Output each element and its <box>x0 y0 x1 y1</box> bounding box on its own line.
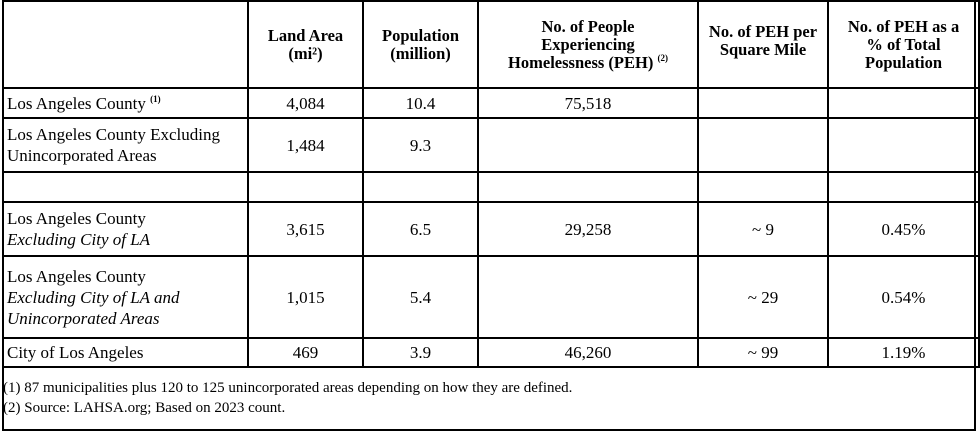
table-row <box>3 256 979 338</box>
cell-per-sq-mile: ~ 29 <box>698 256 828 338</box>
cell-land-area: 1,484 <box>248 118 363 172</box>
row-label: City of Los Angeles <box>3 338 248 367</box>
cell-land-area: 4,084 <box>248 88 363 118</box>
cell-per-sq-mile: ~ 9 <box>698 202 828 256</box>
cell-peh: 75,518 <box>478 88 698 118</box>
cell-peh <box>478 118 698 172</box>
table-row <box>3 118 979 172</box>
footnotes <box>3 378 572 418</box>
cell-pct: 0.54% <box>828 256 979 338</box>
cell-population: 9.3 <box>363 118 478 172</box>
header-peh-pct: No. of PEH as a % of Total Population <box>828 1 979 88</box>
cell-peh: 29,258 <box>478 202 698 256</box>
table-row <box>3 202 979 256</box>
cell-population: 10.4 <box>363 88 478 118</box>
cell-pct: 1.19% <box>828 338 979 367</box>
header-row <box>3 1 979 88</box>
header-land-area: Land Area (mi²) <box>248 1 363 88</box>
header-peh-per-sq-mile: No. of PEH per Square Mile <box>698 1 828 88</box>
row-label: Los Angeles County Excluding City of LA and Unincorporated Areas <box>3 256 248 338</box>
cell-land-area: 1,015 <box>248 256 363 338</box>
cell-peh <box>478 256 698 338</box>
cell-pct: 0.45% <box>828 202 979 256</box>
cell-population: 6.5 <box>363 202 478 256</box>
cell-pct <box>828 88 979 118</box>
spacer-row <box>3 172 979 202</box>
cell-per-sq-mile <box>698 118 828 172</box>
cell-land-area: 3,615 <box>248 202 363 256</box>
cell-per-sq-mile <box>698 88 828 118</box>
row-label: Los Angeles County $^{(1)}$ <box>3 88 248 118</box>
row-label: Los Angeles County Excluding Unincorporated Areas <box>3 118 248 172</box>
header-peh: No. of People Experiencing Homelessness (PEH) $^{(2)}$ <box>478 1 698 88</box>
cell-per-sq-mile: ~ 99 <box>698 338 828 367</box>
row-label: Los Angeles County Excluding City of LA <box>3 202 248 256</box>
footnote-1: (1) 87 municipalities plus 120 to 125 unincorporated areas depending on how they are defined. <box>3 380 573 396</box>
footnote-ref-1: (1) <box>150 93 161 104</box>
cell-pct <box>828 118 979 172</box>
cell-peh: 46,260 <box>478 338 698 367</box>
cell-population: 5.4 <box>363 256 478 338</box>
table-row <box>3 338 979 367</box>
header-corner <box>3 1 248 88</box>
footnote-2: (2) Source: LAHSA.org; Based on 2023 count. <box>3 400 286 416</box>
header-population: Population (million) <box>363 1 478 88</box>
homelessness-table <box>2 0 980 368</box>
cell-population: 3.9 <box>363 338 478 367</box>
table-row <box>3 88 979 118</box>
footnote-ref-2: (2) <box>657 52 668 63</box>
cell-land-area: 469 <box>248 338 363 367</box>
